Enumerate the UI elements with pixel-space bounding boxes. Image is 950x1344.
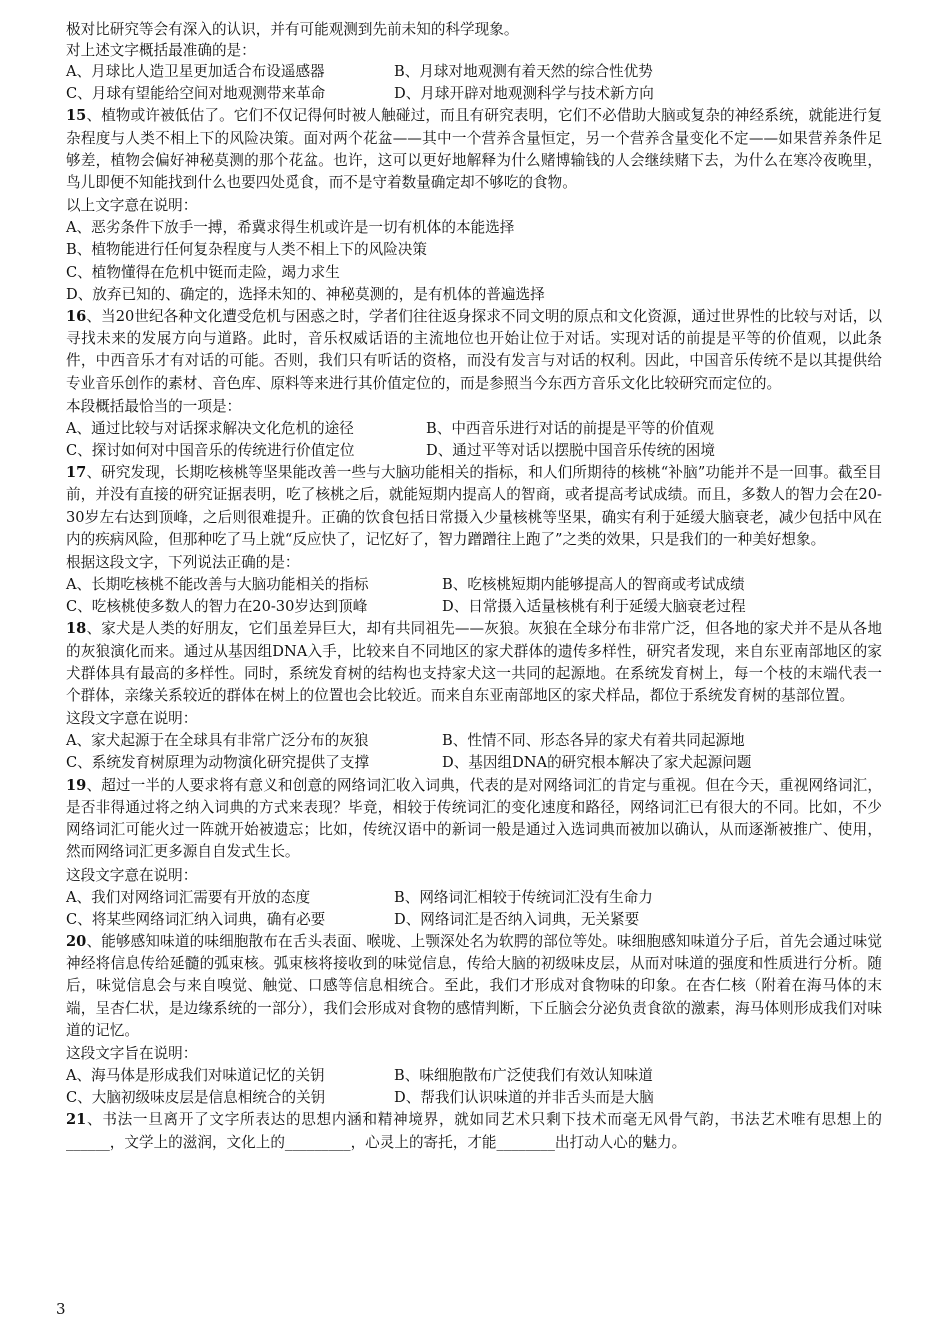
question-20-text: 20、能够感知味道的味细胞散布在舌头表面、喉咙、上颚深处名为软腭的部位等处。味细胞感知味道分子后，首先会通过味觉神经将信息传给延髓的弧束核。弧束核将接收到的味觉信息，传给大脑的初级味皮层，从而对味道的强度和性质进行分析。随后，味觉信息会与来自嗅觉、触觉、口感等信息相统合。至此，我们才形成对食物味的印象。在杏仁核（附着在海马体的末端，呈杏仁状，是边缘系统的一部分），我们会形成对食物的感情判断，下丘脑会分泌负责食欲的激素，海马体则形成我们对味道的记忆。 (66, 932, 882, 1039)
question-prompt: 这段文字意在说明： (66, 866, 198, 884)
option-a: A、长期吃核桃不能改善与大脑功能相关的指标 (66, 576, 369, 594)
question-prompt: 本段概括最恰当的一项是： (66, 397, 242, 415)
option-d: D、通过平等对话以摆脱中国音乐传统的困境 (426, 442, 715, 460)
option-a: A、月球比人造卫星更加适合布设遥感器 (66, 63, 325, 80)
option-row (66, 61, 882, 83)
option-b: B、性情不同、形态各异的家犬有着共同起源地 (442, 732, 745, 750)
option-c: C、探讨如何对中国音乐的传统进行价值定位 (66, 442, 355, 460)
option-a: A、通过比较与对话探求解决文化危机的途径 (66, 419, 354, 437)
option-b: B、月球对地观测有着天然的综合性优势 (394, 63, 653, 80)
option-c: C、系统发育树原理为动物演化研究提供了支撑 (66, 754, 370, 772)
question-17-text: 17、研究发现，长期吃核桃等坚果能改善一些与大脑功能相关的指标，和人们所期待的核桃“补脑”功能并不是一回事。截至目前，并没有直接的研究证据表明，吃了核桃之后，就能短期内提高人的智商，或者提高考试成绩。而且，多数人的智力会在20-30岁左右达到顶峰，之后则很难提升。正确的饮食包括日常摄入少量核桃等坚果，确实有利于延缓大脑衰老，减少包括中风在内的疾病风险，但那种吃了马上就“反应快了，记忆好了，智力蹭蹭往上跑了”之类的效果，只是我们的一种美好想象。 (66, 464, 882, 548)
option-d: D、网络词汇是否纳入词典，无关紧要 (394, 910, 640, 928)
question-prompt: 这段文字意在说明： (66, 710, 198, 728)
option-row (66, 596, 882, 618)
document-page (66, 20, 882, 1154)
option-row (66, 730, 882, 752)
option-row (66, 752, 882, 774)
option-row (66, 440, 882, 462)
option-a: A、海马体是形成我们对味道记忆的关钥 (66, 1066, 325, 1084)
question-prompt: 以上文字意在说明： (66, 197, 198, 215)
option-b: B、网络词汇相较于传统词汇没有生命力 (394, 888, 653, 906)
option-d: D、月球开辟对地观测科学与技术新方向 (394, 85, 654, 103)
option-b: B、味细胞散布广泛使我们有效认知味道 (394, 1066, 653, 1084)
option-d: D、放弃已知的、确定的，选择未知的、神秘莫测的，是有机体的普遍选择 (66, 285, 545, 303)
option-c: C、吃核桃使多数人的智力在20-30岁达到顶峰 (66, 598, 368, 616)
option-a: A、恶劣条件下放手一搏，希冀求得生机或许是一切有机体的本能选择 (66, 219, 515, 237)
question-15-text: 15、植物或许被低估了。它们不仅记得何时被人触碰过，而且有研究表明，它们不必借助大脑或复杂的神经系统，就能进行复杂程度与人类不相上下的风险决策。面对两个花盆——其中一个营养含量恒定，另一个营养含量变化不定——如果营养条件足够差，植物会偏好神秘莫测的那个花盆。也许，这可以更好地解释为什么赌博输钱的人会继续赌下去，为什么在寒冷夜晚里，鸟儿即便不知能找到什么也要四处觅食，而不是守着数量确定却不够吃的食物。 (66, 107, 882, 192)
option-b: B、植物能进行任何复杂程度与人类不相上下的风险决策 (66, 241, 427, 259)
option-c: C、大脑初级味皮层是信息相统合的关钥 (66, 1089, 326, 1107)
question-21-text: 21、书法一旦离开了文字所表达的思想内涵和精神境界，就如同艺术只剩下技术而毫无风骨气韵，书法艺术唯有思想上的______，文学上的滋润，文化上的_________，心灵上的寄托，才能________出打动人心的魅力。 (66, 1111, 882, 1151)
question-prompt: 这段文字旨在说明： (66, 1044, 198, 1062)
option-a: A、家犬起源于在全球具有非常广泛分布的灰狼 (66, 732, 369, 750)
option-row (66, 909, 882, 931)
option-b: B、吃核桃短期内能够提高人的智商或考试成绩 (442, 576, 745, 594)
option-b: B、中西音乐进行对话的前提是平等的价值观 (426, 419, 715, 437)
option-d: D、基因组DNA的研究根本解决了家犬起源问题 (442, 754, 752, 772)
page-number: 3 (56, 1300, 66, 1318)
option-row (66, 83, 882, 105)
question-16-text: 16、当20世纪各种文化遭受危机与困惑之时，学者们往往返身探求不同文明的原点和文化资源，通过世界性的比较与对话，以寻找未来的发展方向与道路。此时，音乐权威话语的主流地位也开始让位于对话。实现对话的前提是平等的价值观，以此条件，中西音乐才有对话的可能。否则，我们只有听话的资格，而没有发言与对话的权利。因此，中国音乐传统不是以其提供给专业音乐创作的素材、音色库、原料等来进行其价值定位的，而是参照当今东西方音乐文化比较研究而定位的。 (66, 308, 882, 392)
option-row (66, 418, 882, 440)
question-19-text: 19、超过一半的人要求将有意义和创意的网络词汇收入词典，代表的是对网络词汇的肯定与重视。但在今天，重视网络词汇，是否非得通过将之纳入词典的方式来表现？毕竟，相较于传统词汇的变化速度和路径，网络词汇已有很大的不同。比如，不少网络词汇可能火过一阵就开始被遗忘；比如，传统汉语中的新词一般是通过入选词典而被加以确认，从而逐渐被推广、使用，然而网络词汇更多源自自发式生长。 (66, 776, 882, 861)
question-18-text: 18、家犬是人类的好朋友，它们虽差异巨大，却有共同祖先——灰狼。灰狼在全球分布非常广泛，但各地的家犬并不是从各地的灰狼演化而来。通过从基因组DNA入手，比较来自不同地区的家犬群体的遗传多样性，研究者发现，来自东亚南部地区的家犬群体具有最高的多样性。同时，系统发育树的结构也支持家犬这一共同的起源地。在系统发育树上，每一个枝的末端代表一个群体，亲缘关系较近的群体在树上的位置也会比较近。而来自东亚南部地区的家犬样品，都位于系统发育树的基部位置。 (66, 620, 882, 705)
option-d: D、日常摄入适量核桃有利于延缓大脑衰老过程 (442, 598, 746, 616)
option-row (66, 574, 882, 596)
option-c: C、将某些网络词汇纳入词典，确有必要 (66, 910, 326, 928)
option-a: A、我们对网络词汇需要有开放的态度 (66, 888, 311, 906)
option-c: C、植物懂得在危机中铤而走险，竭力求生 (66, 263, 340, 281)
passage-tail: 极对比研究等会有深入的认识，并有可能观测到先前未知的科学现象。 (66, 21, 519, 38)
option-row (66, 1087, 882, 1109)
question-prompt: 对上述文字概括最准确的是： (66, 41, 256, 59)
option-row (66, 887, 882, 909)
option-c: C、月球有望能给空间对地观测带来革命 (66, 85, 326, 103)
option-d: D、帮我们认识味道的并非舌头而是大脑 (394, 1089, 654, 1107)
option-row (66, 1065, 882, 1087)
question-prompt: 根据这段文字，下列说法正确的是： (66, 554, 300, 572)
